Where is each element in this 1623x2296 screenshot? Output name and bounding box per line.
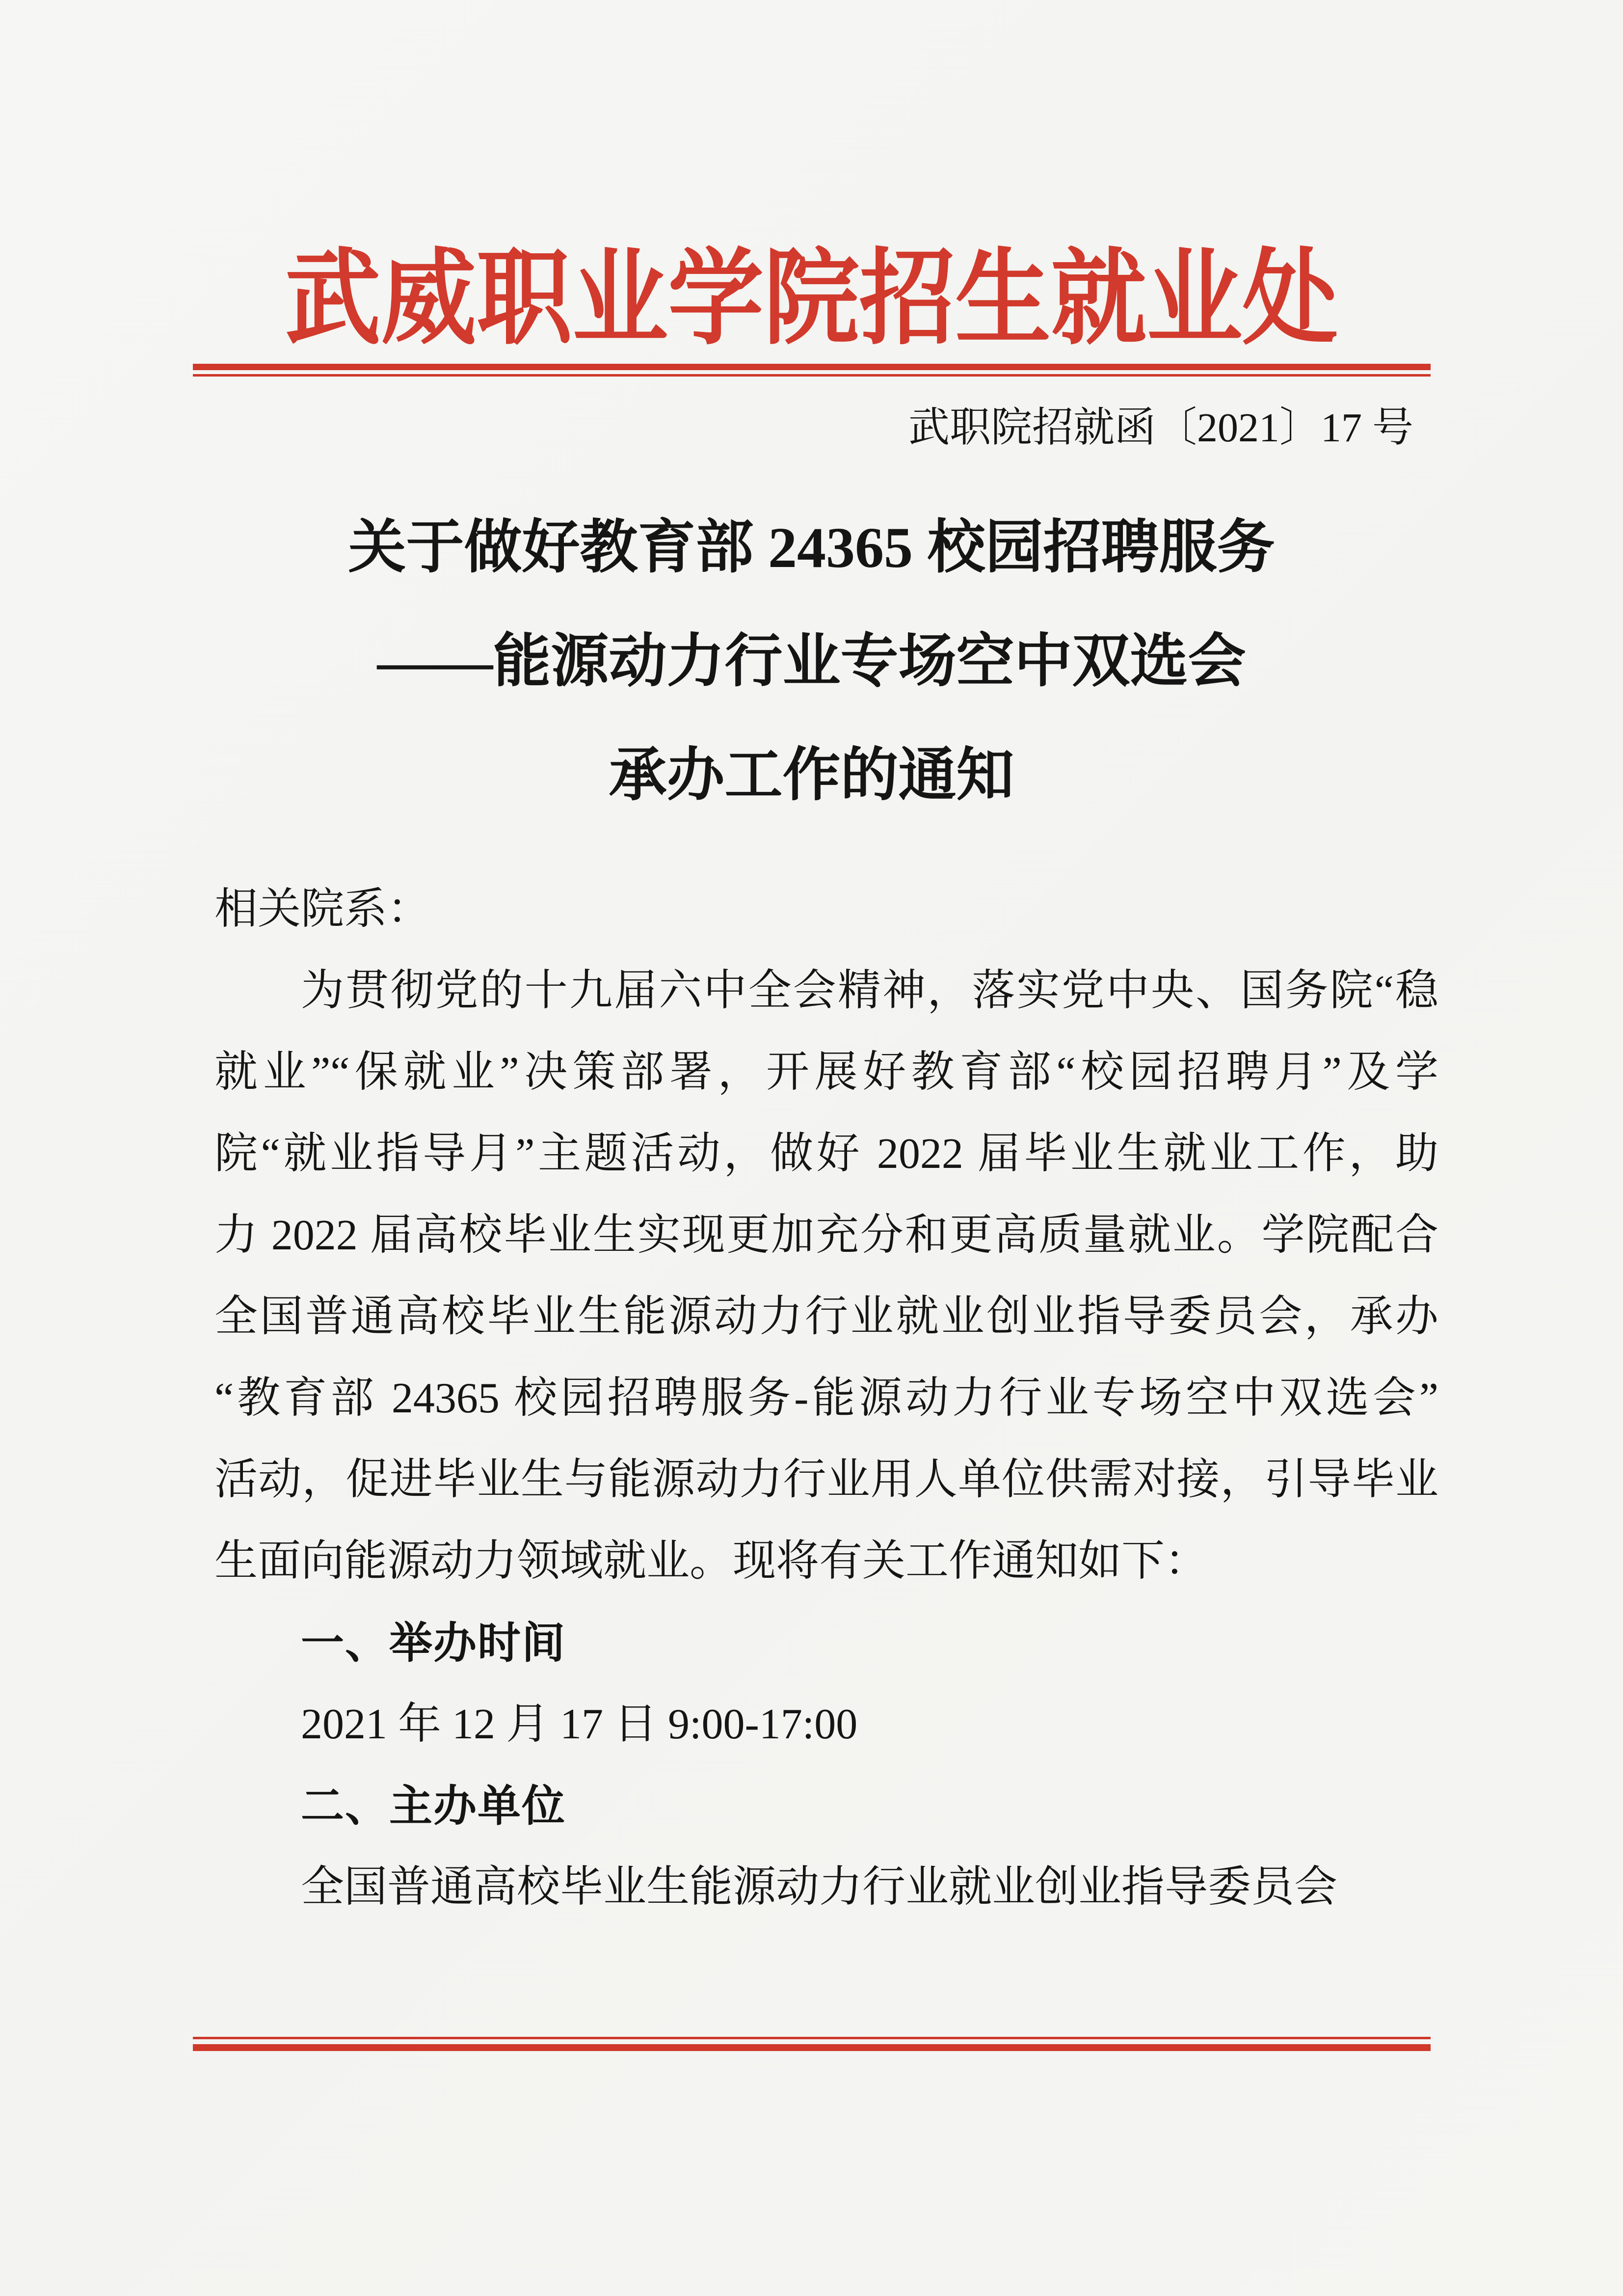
notice-title-line-3: 承办工作的通知	[609, 743, 1014, 808]
salutation: 相关院系：	[214, 886, 431, 933]
paragraph-line: 生面向能源动力领域就业。现将有关工作通知如下：	[214, 1538, 1208, 1585]
paragraph-line: 力 2022 届高校毕业生实现更加充分和更高质量就业。学院配合	[214, 1212, 1438, 1259]
footer-rule-thick	[193, 2044, 1431, 2051]
notice-body	[214, 869, 1438, 1928]
notice-title-line-2: ——能源动力行业专场空中双选会	[377, 629, 1246, 694]
paragraph-line: 为贯彻党的十九届六中全会精神，落实党中央、国务院“稳	[301, 967, 1438, 1015]
doc-number: 武职院招就函〔2021〕17 号	[908, 405, 1413, 451]
paragraph-line: 院“就业指导月”主题活动，做好 2022 届毕业生就业工作，助	[214, 1130, 1438, 1178]
notice-title	[0, 491, 1623, 833]
section-1-heading: 一、举办时间	[301, 1619, 566, 1667]
section-1-content: 2021 年 12 月 17 日 9:00-17:00	[301, 1701, 858, 1748]
paragraph-line: 活动，促进毕业生与能源动力行业用人单位供需对接，引导毕业	[214, 1456, 1438, 1504]
footer-rule-thin	[193, 2037, 1431, 2039]
letterhead-title: 武威职业学院招生就业处	[285, 242, 1338, 357]
paragraph-line: 全国普通高校毕业生能源动力行业就业创业指导委员会，承办	[214, 1293, 1438, 1341]
letterhead-rule-thin	[193, 374, 1431, 377]
notice-title-line-1: 关于做好教育部 24365 校园招聘服务	[348, 515, 1275, 580]
section-2-heading: 二、主办单位	[301, 1782, 566, 1830]
paragraph-line: “教育部 24365 校园招聘服务-能源动力行业专场空中双选会”	[214, 1375, 1438, 1422]
paragraph-line: 就业”“保就业”决策部署，开展好教育部“校园招聘月”及学	[214, 1049, 1438, 1096]
section-2-content: 全国普通高校毕业生能源动力行业就业创业指导委员会	[301, 1864, 1338, 1911]
letterhead-rule-thick	[193, 364, 1431, 370]
